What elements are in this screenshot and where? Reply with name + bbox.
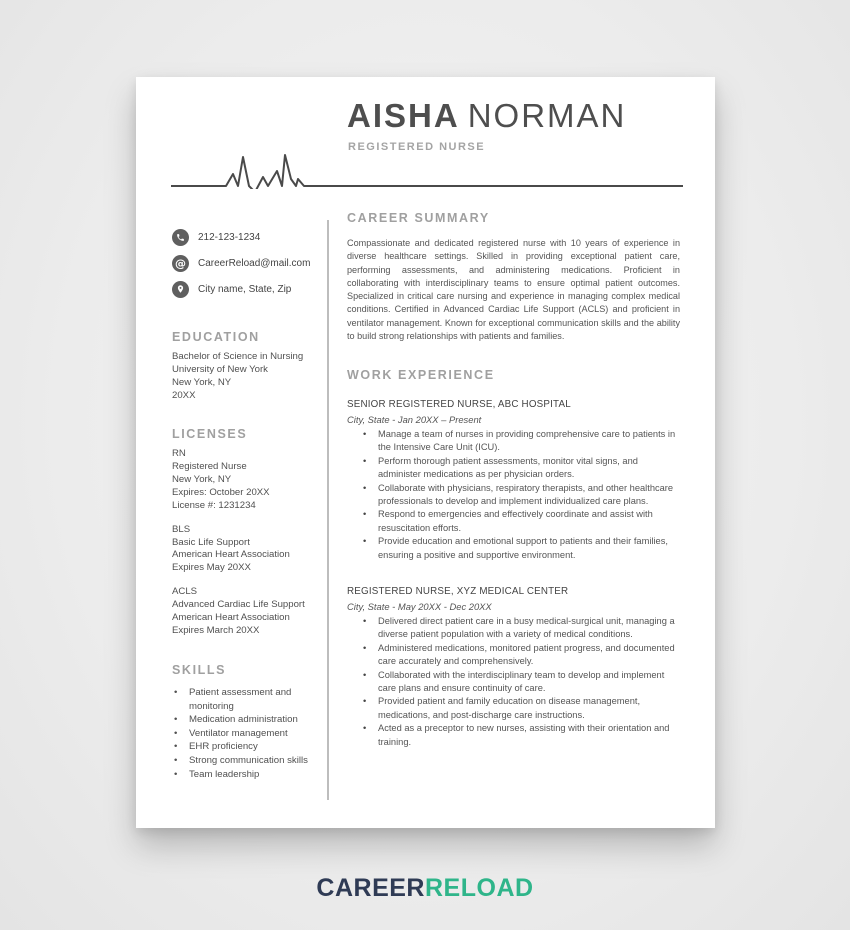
experience-heading: WORK EXPERIENCE — [347, 368, 495, 382]
license-line: Registered Nurse — [172, 461, 247, 472]
license-line: Basic Life Support — [172, 537, 250, 548]
map-pin-icon — [172, 281, 189, 298]
career-reload-logo — [0, 874, 850, 903]
location-text: City name, State, Zip — [198, 283, 292, 295]
logo-part-career: CAREER — [316, 874, 425, 902]
phone-icon — [172, 229, 189, 246]
skills-heading: SKILLS — [172, 663, 227, 677]
education-heading: EDUCATION — [172, 330, 260, 344]
last-name: NORMAN — [467, 97, 627, 134]
job-meta: City, State - May 20XX - Dec 20XX — [347, 601, 492, 612]
heartbeat-line-icon — [171, 149, 683, 189]
contact-location — [172, 279, 291, 299]
skill-item: • Strong communication skills — [172, 754, 319, 768]
summary-text: Compassionate and dedicated registered nurse with 10 years of experience in diverse healthcare settings. Skilled in providing exceptional patient care, performing assessments, and administering medications. Proficient in collaborating with interdisciplinary teams to ensure optimal patient outcomes. Specialized in critical care nursing and experience in managing complex medical conditions. Certified in Advanced Cardiac Life Support (ACLS) and proficient in ventilator management. Known for exceptional communication skills and the ability to build strong relationships with patients and families. — [347, 238, 680, 342]
job-bullet: • Provide education and emotional support to patients and their families, ensuring a positive and supportive environment. — [361, 535, 681, 562]
job-bullet: • Acted as a preceptor to new nurses, assisting with their orientation and training. — [361, 722, 681, 749]
license-line: New York, NY — [172, 474, 232, 485]
resume-page — [136, 77, 715, 828]
job-role: REGISTERED NURSE — [348, 141, 486, 153]
job-bullet: • Administered medications, monitored patient progress, and documented care accurately and comprehensively. — [361, 642, 681, 669]
education-location: New York, NY — [172, 377, 232, 388]
licenses-heading: LICENSES — [172, 427, 248, 441]
job-bullet: • Respond to emergencies and effectively coordinate and assist with resuscitation efforts. — [361, 508, 681, 535]
skills-list — [172, 686, 319, 781]
license-line: American Heart Association — [172, 549, 290, 560]
skill-item: • Patient assessment and monitoring — [172, 686, 319, 713]
skill-item: • Ventilator management — [172, 727, 319, 741]
education-year: 20XX — [172, 390, 196, 401]
license-line: Expires May 20XX — [172, 562, 251, 573]
education-school: University of New York — [172, 364, 268, 375]
job-bullet: • Collaborated with the interdisciplinary team to develop and implement care plans and ensure continuity of care. — [361, 669, 681, 696]
skill-item: • Medication administration — [172, 713, 319, 727]
license-line: RN — [172, 448, 186, 459]
contact-email — [172, 253, 310, 273]
email-address: CareerReload@mail.com — [198, 257, 311, 269]
license-line: License #: 1231234 — [172, 500, 256, 511]
at-icon: @ — [172, 255, 189, 272]
job-bullet: • Collaborate with physicians, respiratory therapists, and other healthcare professionals to develop and implement individualized care plans. — [361, 482, 681, 509]
skill-item: • EHR proficiency — [172, 740, 319, 754]
skill-item: • Team leadership — [172, 768, 319, 782]
first-name: AISHA — [347, 97, 460, 134]
education-degree: Bachelor of Science in Nursing — [172, 351, 304, 362]
logo-part-reload: RELOAD — [425, 874, 534, 902]
job-bullet: • Delivered direct patient care in a busy medical-surgical unit, managing a diverse patient population with a variety of medical conditions. — [361, 615, 681, 642]
job-title: REGISTERED NURSE, XYZ MEDICAL CENTER — [347, 586, 569, 597]
summary-heading: CAREER SUMMARY — [347, 211, 490, 225]
license-line: BLS — [172, 524, 191, 535]
license-line: ACLS — [172, 586, 198, 597]
job-bullet: • Manage a team of nurses in providing comprehensive care to patients in the Intensive Care Unit (ICU). — [361, 428, 681, 455]
contact-phone — [172, 227, 260, 247]
resume-name — [347, 99, 626, 132]
license-line: American Heart Association — [172, 612, 290, 623]
column-divider — [327, 220, 329, 800]
license-line: Expires March 20XX — [172, 625, 260, 636]
job-bullets — [361, 615, 681, 749]
job-title: SENIOR REGISTERED NURSE, ABC HOSPITAL — [347, 399, 571, 410]
job-bullets — [361, 428, 681, 562]
job-bullet: • Provided patient and family education on disease management, medications, and post-discharge care instructions. — [361, 695, 681, 722]
license-line: Advanced Cardiac Life Support — [172, 599, 305, 610]
license-line: Expires: October 20XX — [172, 487, 270, 498]
job-meta: City, State - Jan 20XX – Present — [347, 414, 482, 425]
phone-number: 212-123-1234 — [198, 231, 261, 243]
job-bullet: • Perform thorough patient assessments, monitor vital signs, and administer medications as per physician orders. — [361, 455, 681, 482]
